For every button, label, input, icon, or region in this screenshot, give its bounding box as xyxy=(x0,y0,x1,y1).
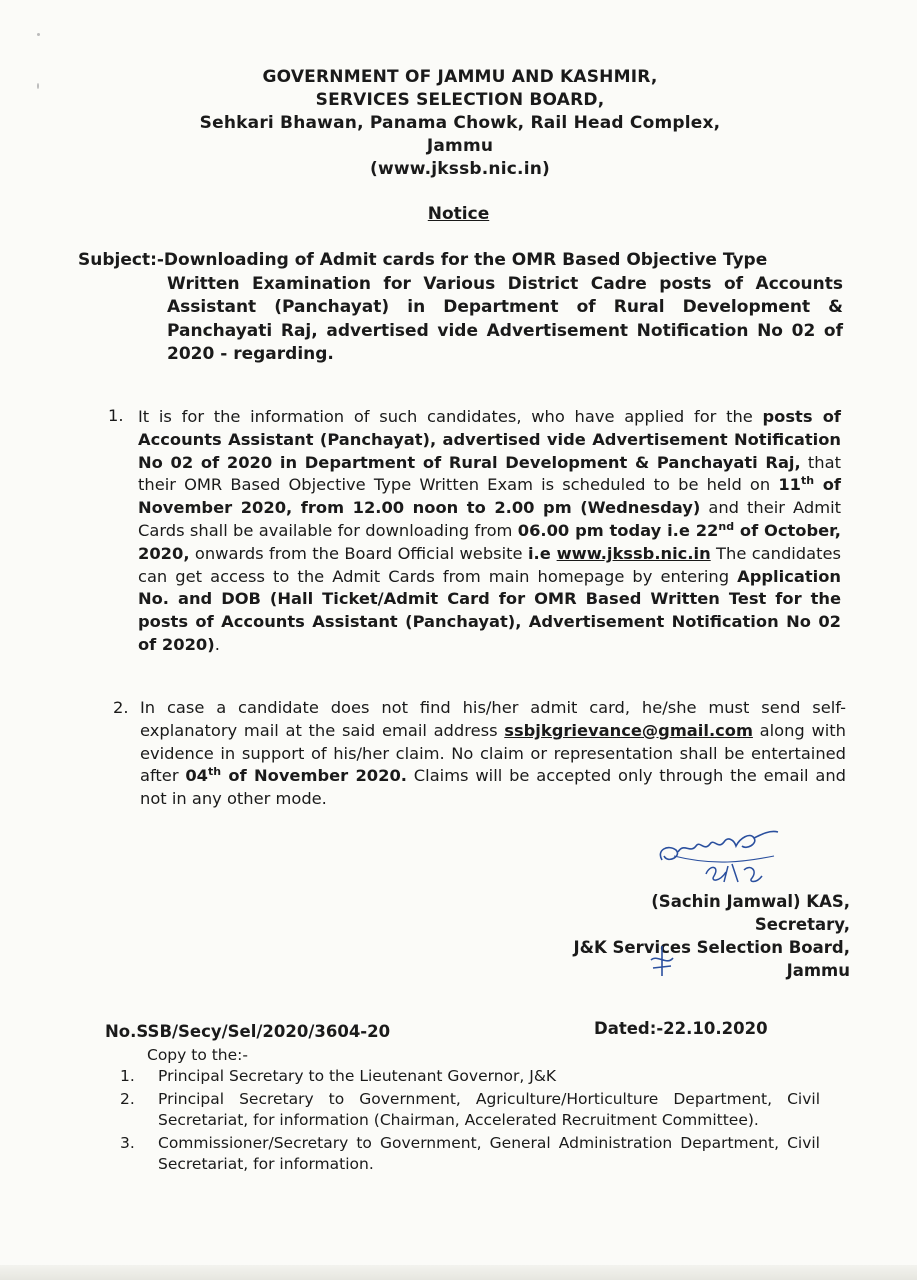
text-run: that their OMR Based Objective Type Written Exam is scheduled to be held on xyxy=(138,452,841,495)
paragraph-number: 2. xyxy=(113,698,129,717)
scan-speck xyxy=(37,33,40,36)
list-item-text: Commissioner/Secretary to Government, General Administration Department, Civil Secretariat, for information. xyxy=(158,1133,820,1173)
text-run: onwards from the Board Official website xyxy=(189,543,528,563)
page-bottom-edge xyxy=(0,1265,917,1280)
text-run: The candidates can get access to the Admit Cards from main homepage by entering xyxy=(138,543,842,586)
list-item-number: 3. xyxy=(120,1133,135,1152)
letterhead-city: Jammu xyxy=(426,136,494,156)
list-item xyxy=(120,1089,820,1132)
website-link[interactable]: www.jkssb.nic.in xyxy=(556,543,711,563)
letterhead xyxy=(120,66,800,181)
copy-to-label: Copy to the:- xyxy=(147,1046,248,1064)
initial-mark xyxy=(645,944,679,978)
reference-number: No.SSB/Secy/Sel/2020/3604-20 xyxy=(105,1022,391,1041)
bold-run: 06.00 pm today i.e 22 xyxy=(517,520,719,540)
copy-to-list xyxy=(120,1066,820,1176)
list-item-text: Principal Secretary to Government, Agriculture/Horticulture Department, Civil Secretariat, for information (Chairman, Accelerated Recruitment Committee). xyxy=(158,1089,820,1129)
claim-deadline xyxy=(185,766,407,785)
text-run: It is for the information of such candidates, who have applied for the xyxy=(138,407,763,426)
subject-lead: Subject:-Downloading of Admit cards for the OMR Based Objective Type xyxy=(78,250,768,270)
subject-body: Written Examination for Various District Cadre posts of Accounts Assistant (Panchayat) in Department of Rural Development & Panchayati Raj, advertised vide Advertisement Notification No 02 of 2020 - regarding. xyxy=(167,273,843,364)
bold-run: 04 xyxy=(185,766,209,786)
subject-block xyxy=(78,249,843,367)
letterhead-website: (www.jkssb.nic.in) xyxy=(369,159,551,179)
letterhead-address: Sehkari Bhawan, Panama Chowk, Rail Head Complex, xyxy=(199,113,721,133)
paragraph-number: 1. xyxy=(108,406,124,425)
superscript: th xyxy=(208,765,222,779)
bold-run: posts of Accounts Assistant (Panchayat), advertised vide Advertisement Notification No 02 of 2020 in Department of Rural Development & Panchayati Raj, xyxy=(138,407,841,472)
signatory-designation: Secretary, xyxy=(754,915,850,934)
list-item-number: 2. xyxy=(120,1089,135,1108)
scan-speck xyxy=(37,83,39,89)
list-item-text: Principal Secretary to the Lieutenant Governor, J&K xyxy=(158,1067,557,1085)
signatory-name: (Sachin Jamwal) KAS, xyxy=(651,892,850,911)
bold-run: of October, 2020, xyxy=(138,520,841,563)
bold-run: of November 2020. xyxy=(221,766,407,786)
superscript: nd xyxy=(718,519,735,533)
signatory-office: J&K Services Selection Board, xyxy=(573,938,850,957)
bold-run: i.e xyxy=(527,543,557,563)
superscript: th xyxy=(801,474,815,488)
list-item xyxy=(120,1066,820,1088)
paragraph-1 xyxy=(138,406,841,657)
letterhead-board: SERVICES SELECTION BOARD, xyxy=(315,90,605,110)
signatory-place: Jammu xyxy=(786,961,850,980)
grievance-email-link[interactable]: ssbjkgrievance@gmail.com xyxy=(504,720,753,740)
list-item-number: 1. xyxy=(120,1067,135,1085)
bold-run: Application No. and DOB (Hall Ticket/Admit Card for OMR Based Written Test for the posts of Accounts Assistant (Panchayat), Advertisement Notification No 02 of 2020) xyxy=(138,566,841,654)
bold-run: 11 xyxy=(778,475,802,495)
text-run: along with evidence in support of his/her claim. No claim or representation shall be entertained after xyxy=(140,720,847,786)
dated: Dated:-22.10.2020 xyxy=(594,1019,768,1038)
signatory-block xyxy=(520,890,850,982)
list-item xyxy=(120,1133,820,1176)
letterhead-government: GOVERNMENT OF JAMMU AND KASHMIR, xyxy=(262,67,658,87)
handwritten-signature xyxy=(654,826,784,896)
notice-title: Notice xyxy=(427,204,490,224)
text-run: and their Admit Cards shall be available for downloading from xyxy=(138,498,842,540)
bold-run: of November 2020, from 12.00 noon to 2.00 pm (Wednesday) xyxy=(138,475,842,518)
text-run: In case a candidate does not find his/her admit card, he/she must send self-explanatory mail at the said email address xyxy=(140,698,846,740)
paragraph-2 xyxy=(140,697,846,811)
text-run: Claims will be accepted only through the email and not in any other mode. xyxy=(140,766,846,809)
text-run: . xyxy=(214,634,220,654)
